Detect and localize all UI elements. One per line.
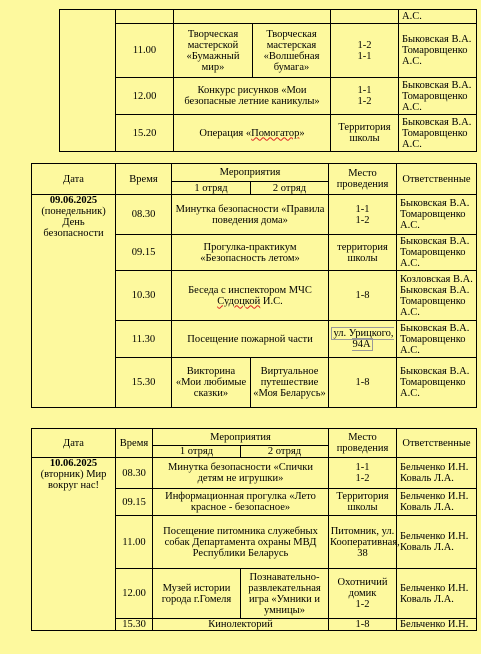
header-squad1: 1 отряд (172, 182, 251, 195)
header-date: Дата (32, 164, 116, 195)
header-time: Время (116, 429, 153, 458)
activity-cell: Посещение пожарной части (172, 321, 329, 358)
time-cell: 09.15 (116, 489, 153, 516)
activity-squad2: Познавательно-развлекательная игра «Умники и умницы» (241, 569, 329, 619)
place-cell: Охотничий домик 1-2 (329, 569, 397, 619)
header-place: Место проведения (329, 164, 397, 195)
header-activities: Мероприятия (153, 429, 329, 446)
time-cell: 12.00 (116, 569, 153, 619)
misspelled-word: Помогатор (251, 127, 300, 139)
header-activities: Мероприятия (172, 164, 329, 182)
header-date: Дата (32, 429, 116, 458)
activity-cell: Операция «Помогатор» (174, 115, 331, 152)
time-cell: 15.20 (116, 115, 174, 152)
responsible-cell: Козловская В.А. Быковская В.А. Томаровщенко А.С. (397, 271, 477, 321)
activity-cell: Минутка безопасности «Спички детям не игрушки» (153, 458, 329, 489)
misspelled-word: Судоцкой (217, 295, 261, 307)
header-time: Время (116, 164, 172, 195)
place-cell: 1-2 1-1 (331, 24, 399, 78)
header-place: Место проведения (329, 429, 397, 458)
activity-squad2: Виртуальное путешествие «Моя Беларусь» (251, 358, 329, 408)
date-value: 10.06.2025 (49, 458, 98, 469)
activity-squad1: Музей истории города г.Гомеля (153, 569, 241, 619)
header-squad1: 1 отряд (153, 446, 241, 458)
responsible-cell: Быковская В.А. Томаровщенко А.С. (399, 78, 477, 115)
activity-cell: Прогулка-практикум «Безопасность летом» (172, 235, 329, 271)
place-cell: Питомник, ул. Кооперативная, 38 (329, 516, 397, 569)
activity-squad2: Творческая мастерская «Волшебная бумага» (253, 24, 331, 78)
schedule-table-day-2 (31, 428, 477, 631)
header-squad2: 2 отряд (251, 182, 329, 195)
place-cell: 1-8 (329, 358, 397, 408)
activity-squad1: Викторина «Мои любимые сказки» (172, 358, 251, 408)
responsible-cell: А.С. (399, 10, 477, 24)
responsible-cell: Бельченко И.Н. Коваль Л.А. (397, 569, 477, 619)
responsible-cell: Бельченко И.Н. (397, 619, 477, 631)
activity-squad1: Творческая мастерской «Бумажный мир» (174, 24, 253, 78)
place-cell: 1-1 1-2 (331, 78, 399, 115)
date-value: 09.06.2025 (49, 195, 98, 206)
header-responsible: Ответственные (397, 429, 477, 458)
time-cell: 09.15 (116, 235, 172, 271)
header-squad2: 2 отряд (241, 446, 329, 458)
schedule-table-continued (59, 9, 477, 152)
date-cell (32, 195, 116, 408)
time-cell: 11.00 (116, 516, 153, 569)
time-cell: 08.30 (116, 195, 172, 235)
responsible-cell: Быковская В.А. Томаровщенко А.С. (397, 235, 477, 271)
time-cell: 12.00 (116, 78, 174, 115)
activity-cell: Конкурс рисунков «Мои безопасные летние каникулы» (174, 78, 331, 115)
day-theme: (понедельник) День безопасности (41, 206, 106, 239)
activity-cell: Минутка безопасности «Правила поведения дома» (172, 195, 329, 235)
responsible-cell: Быковская В.А. Томаровщенко А.С. (397, 321, 477, 358)
time-cell: 11.00 (116, 24, 174, 78)
day-theme: (вторник) Мир вокруг нас! (40, 469, 107, 491)
place-cell: 1-8 (329, 619, 397, 631)
date-cell (32, 458, 116, 631)
responsible-cell: Бельченко И.Н. Коваль Л.А. (397, 516, 477, 569)
time-cell: 15.30 (116, 358, 172, 408)
schedule-table-day-1 (31, 163, 477, 408)
place-cell: Территория школы (331, 115, 399, 152)
place-cell: ул. Урицкого, 94А (329, 321, 397, 358)
responsible-cell: Бельченко И.Н. Коваль Л.А. (397, 489, 477, 516)
responsible-cell: Быковская В.А. Томаровщенко А.С. (399, 24, 477, 78)
date-cell (60, 10, 116, 152)
place-cell: Территория школы (329, 489, 397, 516)
activity-cell: Беседа с инспектором МЧС Судоцкой И.С. (172, 271, 329, 321)
time-cell: 11.30 (116, 321, 172, 358)
place-cell: территория школы (329, 235, 397, 271)
activity-cell: Кинолекторий (153, 619, 329, 631)
responsible-cell: Быковская В.А. Томаровщенко А.С. (397, 358, 477, 408)
activity-cell: Информационная прогулка «Лето красное - безопасное» (153, 489, 329, 516)
place-cell: 1-8 (329, 271, 397, 321)
responsible-cell: Быковская В.А. Томаровщенко А.С. (397, 195, 477, 235)
responsible-cell: Быковская В.А. Томаровщенко А.С. (399, 115, 477, 152)
time-cell: 10.30 (116, 271, 172, 321)
responsible-cell: Бельченко И.Н. Коваль Л.А. (397, 458, 477, 489)
time-cell: 08.30 (116, 458, 153, 489)
place-cell: 1-1 1-2 (329, 458, 397, 489)
place-cell: 1-1 1-2 (329, 195, 397, 235)
time-cell: 15.30 (116, 619, 153, 631)
activity-cell: Посещение питомника служебных собак Департамента охраны МВД Республики Беларусь (153, 516, 329, 569)
header-responsible: Ответственные (397, 164, 477, 195)
